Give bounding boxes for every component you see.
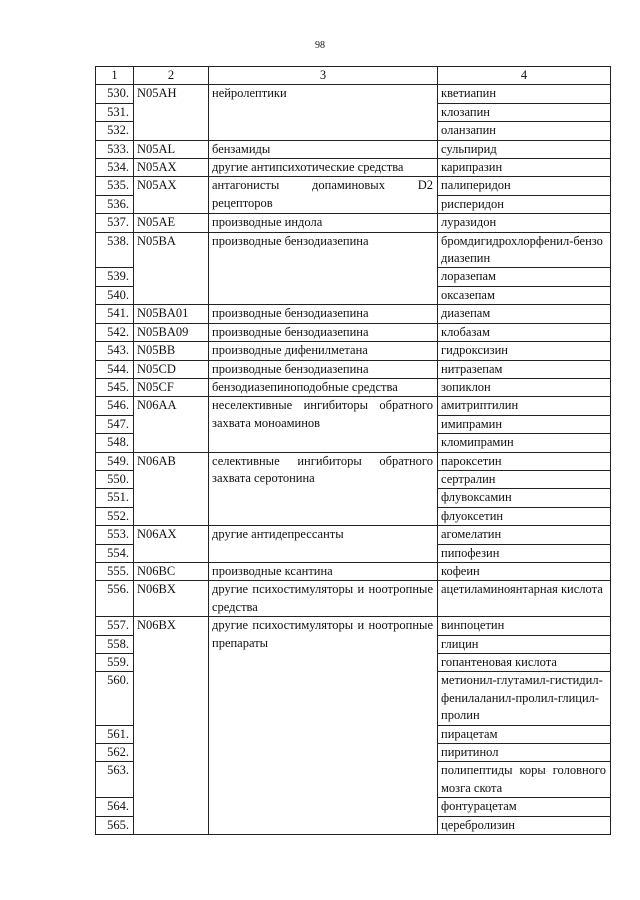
drug-name: церебролизин xyxy=(438,816,611,834)
atc-code: N06AA xyxy=(134,397,209,452)
atc-code: N05BA xyxy=(134,232,209,305)
table-header-row xyxy=(96,67,611,85)
header-col-4: 4 xyxy=(438,67,611,85)
row-number: 544. xyxy=(96,360,134,378)
row-number: 554. xyxy=(96,544,134,562)
group-description: другие антипсихотические средства xyxy=(209,159,438,177)
drug-name: ацетиламиноянтарная кислота xyxy=(438,581,611,617)
atc-code: N06BC xyxy=(134,562,209,580)
atc-code: N06BX xyxy=(134,617,209,835)
atc-code: N06BX xyxy=(134,581,209,617)
drug-name: зопиклон xyxy=(438,378,611,396)
table-row xyxy=(96,85,611,103)
table-row xyxy=(96,232,611,268)
table-row xyxy=(96,378,611,396)
table-row xyxy=(96,140,611,158)
atc-code: N05AH xyxy=(134,85,209,140)
group-description: другие антидепрессанты xyxy=(209,526,438,563)
drug-name: амитриптилин xyxy=(438,397,611,415)
table-row xyxy=(96,214,611,232)
drug-table xyxy=(95,66,611,835)
row-number: 556. xyxy=(96,581,134,617)
drug-name: нитразепам xyxy=(438,360,611,378)
header-col-3: 3 xyxy=(209,67,438,85)
drug-name: агомелатин xyxy=(438,526,611,544)
drug-name: кветиапин xyxy=(438,85,611,103)
group-description: производные бензодиазепина xyxy=(209,232,438,305)
group-description: селективные ингибиторы обратного захвата серотонина xyxy=(209,452,438,526)
drug-name: флуоксетин xyxy=(438,507,611,525)
group-description: производные ксантина xyxy=(209,562,438,580)
row-number: 555. xyxy=(96,562,134,580)
drug-name: карипразин xyxy=(438,159,611,177)
drug-name: кофеин xyxy=(438,562,611,580)
drug-name: флувоксамин xyxy=(438,489,611,507)
row-number: 558. xyxy=(96,635,134,653)
table-row xyxy=(96,617,611,635)
group-description: другие психостимуляторы и ноотропные средства xyxy=(209,581,438,617)
table-row xyxy=(96,323,611,341)
table-row xyxy=(96,562,611,580)
row-number: 542. xyxy=(96,323,134,341)
group-description: производные дифенилметана xyxy=(209,342,438,360)
row-number: 548. xyxy=(96,434,134,452)
drug-name: рисперидон xyxy=(438,195,611,213)
row-number: 537. xyxy=(96,214,134,232)
drug-name: луразидон xyxy=(438,214,611,232)
table-row xyxy=(96,342,611,360)
table-row xyxy=(96,305,611,323)
group-description: нейролептики xyxy=(209,85,438,140)
atc-code: N05BA09 xyxy=(134,323,209,341)
drug-name: винпоцетин xyxy=(438,617,611,635)
row-number: 534. xyxy=(96,159,134,177)
header-col-1: 1 xyxy=(96,67,134,85)
drug-name: бромдигидрохлорфенил-бензодиазепин xyxy=(438,232,611,268)
drug-name: имипрамин xyxy=(438,415,611,433)
table-row xyxy=(96,452,611,470)
row-number: 563. xyxy=(96,762,134,798)
atc-code: N05AX xyxy=(134,177,209,214)
row-number: 533. xyxy=(96,140,134,158)
group-description: производные бензодиазепина xyxy=(209,360,438,378)
atc-code: N05AL xyxy=(134,140,209,158)
drug-name: палиперидон xyxy=(438,177,611,195)
group-description: антагонисты допаминовых D2 рецепторов xyxy=(209,177,438,214)
atc-code: N05CF xyxy=(134,378,209,396)
row-number: 539. xyxy=(96,268,134,286)
row-number: 532. xyxy=(96,122,134,140)
group-description: другие психостимуляторы и ноотропные препараты xyxy=(209,617,438,835)
drug-name: оксазепам xyxy=(438,286,611,304)
drug-name: сульпирид xyxy=(438,140,611,158)
drug-name: глицин xyxy=(438,635,611,653)
row-number: 530. xyxy=(96,85,134,103)
row-number: 536. xyxy=(96,195,134,213)
row-number: 560. xyxy=(96,672,134,725)
drug-name: фонтурацетам xyxy=(438,798,611,816)
row-number: 549. xyxy=(96,452,134,470)
drug-name: метионил-глутамил-гистидил-фенилаланил-пролил-глицил-пролин xyxy=(438,672,611,725)
group-description: производные индола xyxy=(209,214,438,232)
row-number: 559. xyxy=(96,654,134,672)
drug-name: гидроксизин xyxy=(438,342,611,360)
row-number: 552. xyxy=(96,507,134,525)
table-row xyxy=(96,177,611,195)
table-row xyxy=(96,159,611,177)
row-number: 535. xyxy=(96,177,134,195)
row-number: 565. xyxy=(96,816,134,834)
table-row xyxy=(96,360,611,378)
row-number: 540. xyxy=(96,286,134,304)
drug-name: гопантеновая кислота xyxy=(438,654,611,672)
atc-code: N06AX xyxy=(134,526,209,563)
row-number: 561. xyxy=(96,725,134,743)
atc-code: N06AB xyxy=(134,452,209,526)
row-number: 543. xyxy=(96,342,134,360)
table-row xyxy=(96,397,611,415)
page-number: 98 xyxy=(315,40,325,51)
atc-code: N05CD xyxy=(134,360,209,378)
group-description: производные бензодиазепина xyxy=(209,305,438,323)
row-number: 547. xyxy=(96,415,134,433)
group-description: неселективные ингибиторы обратного захвата моноаминов xyxy=(209,397,438,452)
drug-name: пиритинол xyxy=(438,744,611,762)
group-description: бензодиазепиноподобные средства xyxy=(209,378,438,396)
row-number: 538. xyxy=(96,232,134,268)
drug-name: диазепам xyxy=(438,305,611,323)
header-col-2: 2 xyxy=(134,67,209,85)
row-number: 541. xyxy=(96,305,134,323)
row-number: 562. xyxy=(96,744,134,762)
drug-name: пирацетам xyxy=(438,725,611,743)
row-number: 550. xyxy=(96,470,134,488)
row-number: 551. xyxy=(96,489,134,507)
atc-code: N05AX xyxy=(134,159,209,177)
row-number: 531. xyxy=(96,103,134,121)
row-number: 564. xyxy=(96,798,134,816)
drug-name: пароксетин xyxy=(438,452,611,470)
drug-name: лоразепам xyxy=(438,268,611,286)
drug-name: пипофезин xyxy=(438,544,611,562)
row-number: 545. xyxy=(96,378,134,396)
group-description: бензамиды xyxy=(209,140,438,158)
atc-code: N05AE xyxy=(134,214,209,232)
drug-name: клозапин xyxy=(438,103,611,121)
atc-code: N05BB xyxy=(134,342,209,360)
row-number: 553. xyxy=(96,526,134,544)
drug-name: кломипрамин xyxy=(438,434,611,452)
drug-name: сертралин xyxy=(438,470,611,488)
row-number: 546. xyxy=(96,397,134,415)
drug-name: оланзапин xyxy=(438,122,611,140)
drug-name: полипептиды коры головного мозга скота xyxy=(438,762,611,798)
group-description: производные бензодиазепина xyxy=(209,323,438,341)
table-row xyxy=(96,526,611,544)
table-row xyxy=(96,581,611,617)
drug-name: клобазам xyxy=(438,323,611,341)
row-number: 557. xyxy=(96,617,134,635)
atc-code: N05BA01 xyxy=(134,305,209,323)
